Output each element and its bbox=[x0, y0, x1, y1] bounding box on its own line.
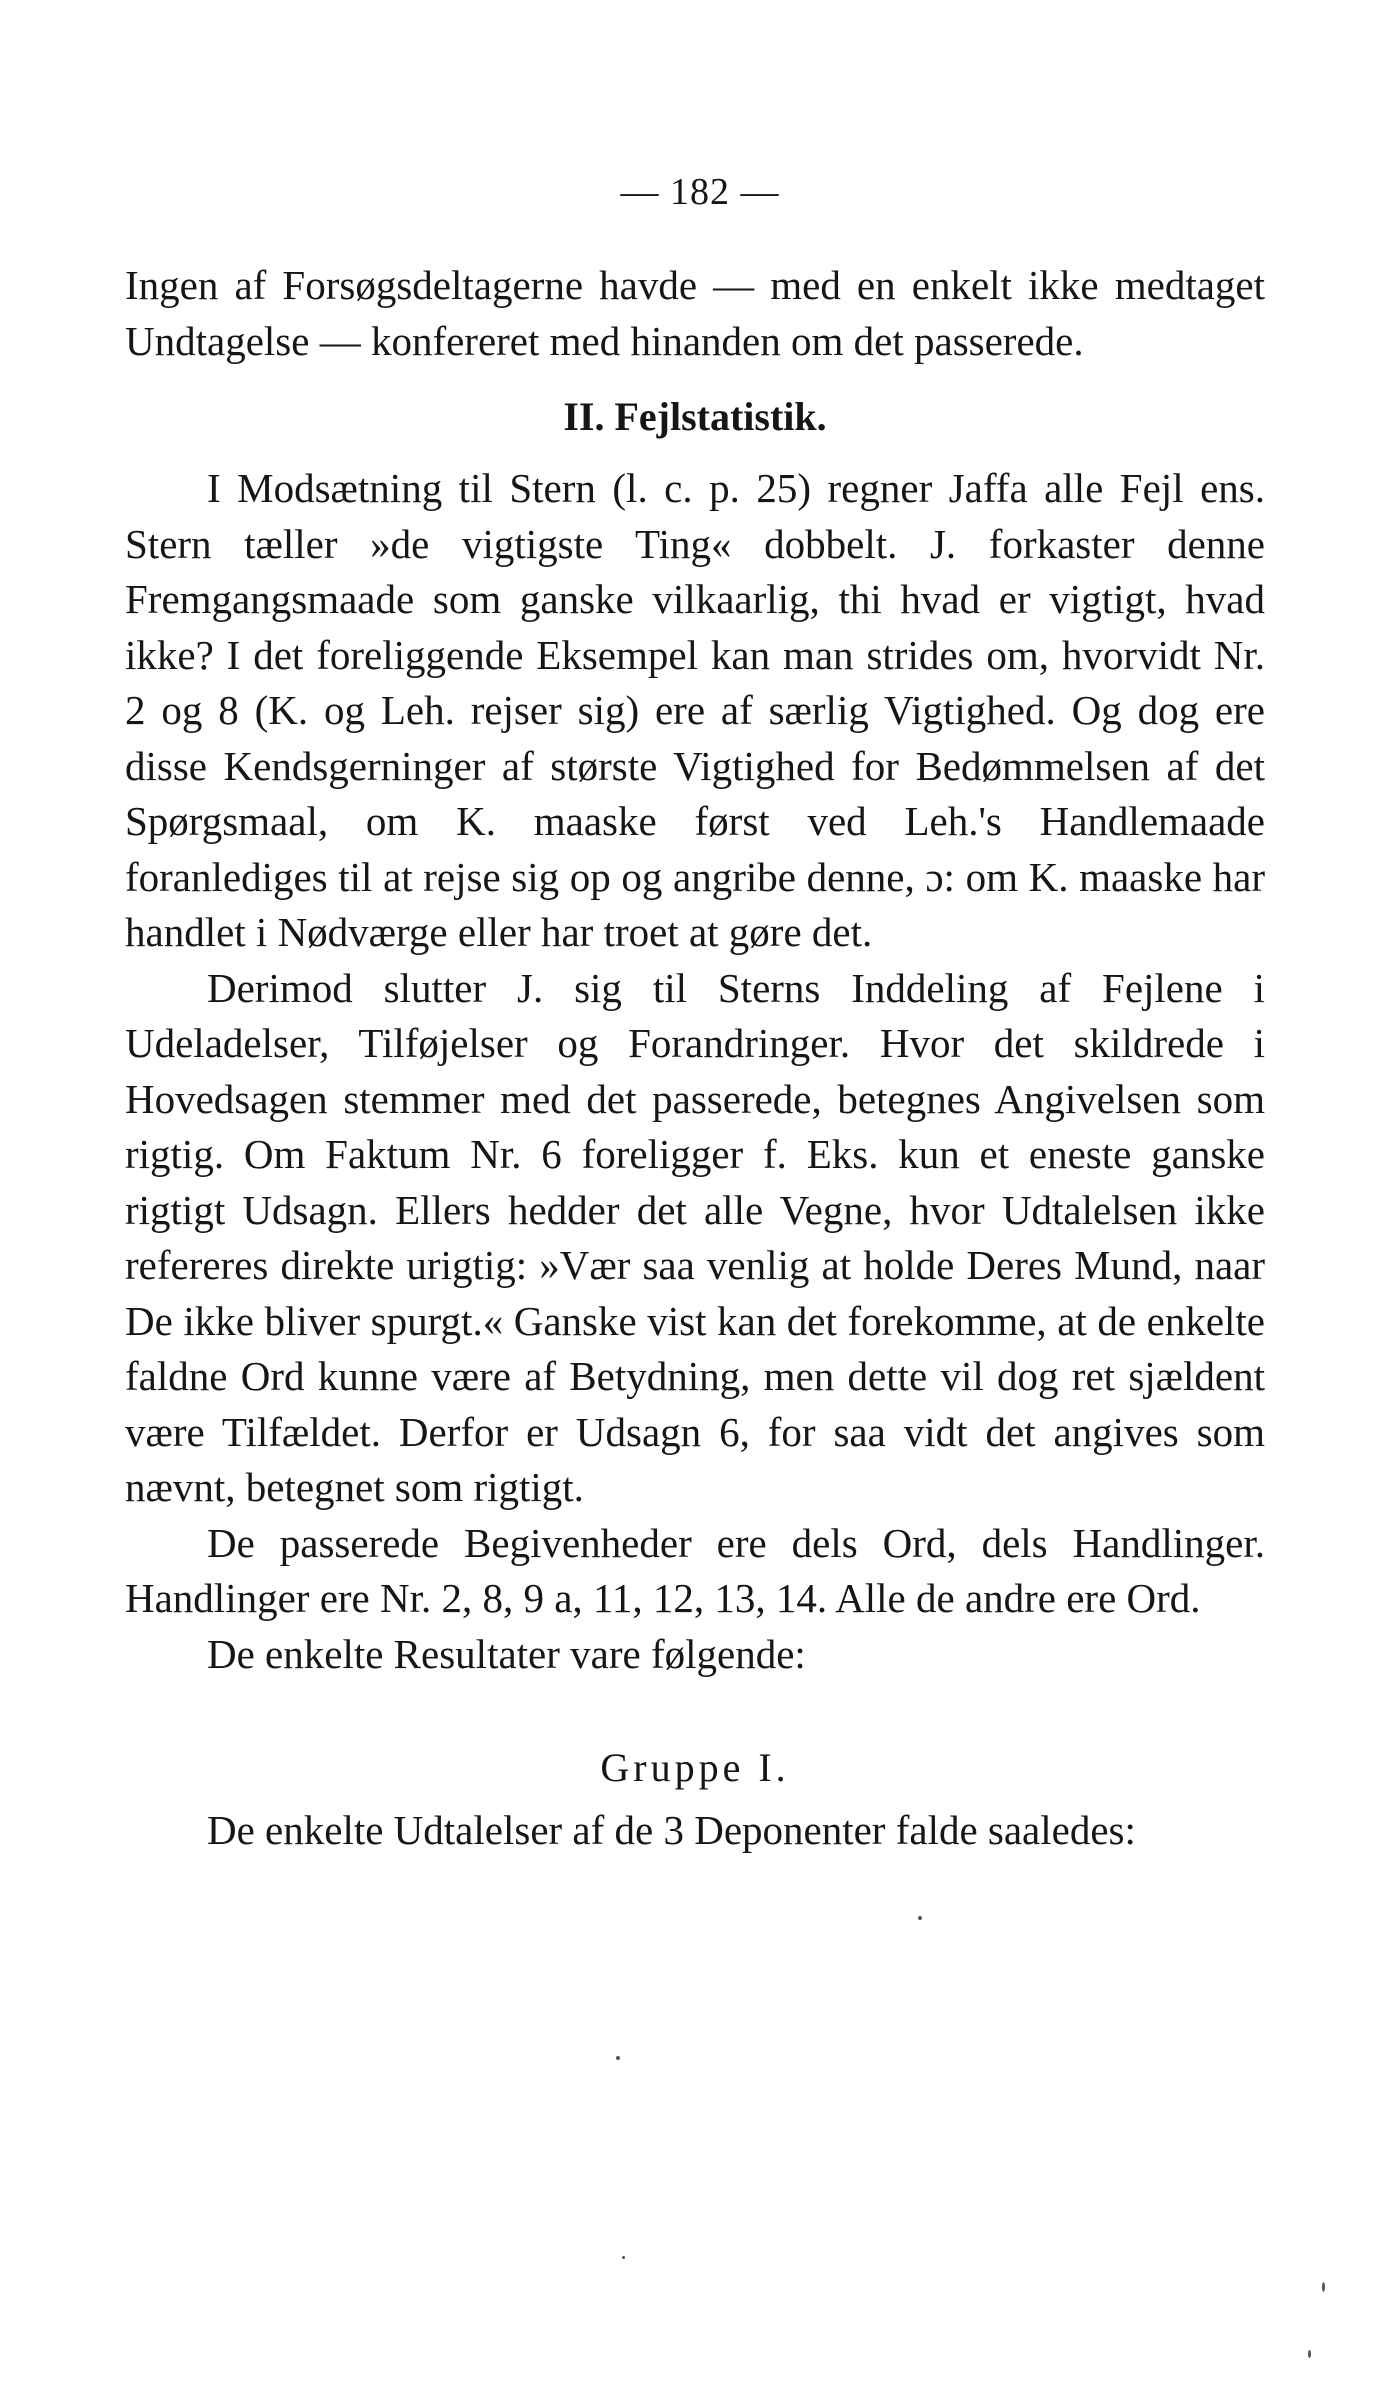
paragraph-fejl-ens: I Modsætning til Stern (l. c. p. 25) regner Jaffa alle Fejl ens. Stern tæller »de vigtigste Ting« dobbelt. J. forkaster denne Fremgangsmaade som ganske vilkaarlig, thi hvad er vigtigt, hvad ikke? I det foreliggende Eksempel kan man strides om, hvorvidt Nr. 2 og 8 (K. og Leh. rejser sig) ere af særlig Vigtighed. Og dog ere disse Kendsgerninger af største Vigtighed for Bedømmelsen af det Spørgsmaal, om K. maaske først ved Leh.'s Handlemaade foranlediges til at rejse sig op og angribe denne, ɔ: om K. maaske har handlet i Nødværge eller har troet at gøre det. bbox=[125, 465, 1265, 955]
paragraph-begivenheder: De passerede Begivenheder ere dels Ord, dels Handlinger. Handlinger ere Nr. 2, 8, 9 a, 11, 12, 13, 14. Alle de andre ere Ord. bbox=[125, 1519, 1265, 1621]
scan-speck bbox=[1308, 2350, 1311, 2358]
paragraph-udtalelser: De enkelte Udtalelser af de 3 Deponenter falde saaledes: bbox=[207, 1807, 1136, 1853]
paragraph-inddeling: Derimod slutter J. sig til Sterns Inddeling af Fejlene i Udeladelser, Tilføjelser og Forandringer. Hvor det skildrede i Hovedsagen stemmer med det passerede, betegnes Angivelsen som rigtig. Om Faktum Nr. 6 foreligger f. Eks. kun et eneste ganske rigtigt Udsagn. Ellers hedder det alle Vegne, hvor Udtalelsen ikke refereres direkte urigtig: »Vær saa venlig at holde Deres Mund, naar De ikke bliver spurgt.« Ganske vist kan det forekomme, at de enkelte faldne Ord kunne være af Betydning, men dette vil dog ret sjældent være Tilfældet. Derfor er Udsagn 6, for saa vidt det angives som nævnt, betegnet som rigtigt. bbox=[125, 964, 1265, 1510]
scan-speck bbox=[622, 2256, 625, 2259]
paragraph-resultater: De enkelte Resultater vare følgende: bbox=[207, 1630, 806, 1677]
scan-speck bbox=[918, 1916, 922, 1920]
body-text bbox=[125, 258, 1265, 1859]
section-heading: II. Fejlstatistik. bbox=[563, 394, 827, 439]
scan-speck bbox=[1322, 2282, 1325, 2292]
group-heading: Gruppe I. bbox=[600, 1745, 790, 1790]
intro-paragraph: Ingen af Forsøgsdeltagerne havde — med en enkelt ikke medtaget Undtagelse — konfereret med hinanden om det passerede. bbox=[125, 262, 1265, 364]
scan-speck bbox=[616, 2056, 620, 2060]
page-number: — 182 — bbox=[620, 171, 780, 213]
